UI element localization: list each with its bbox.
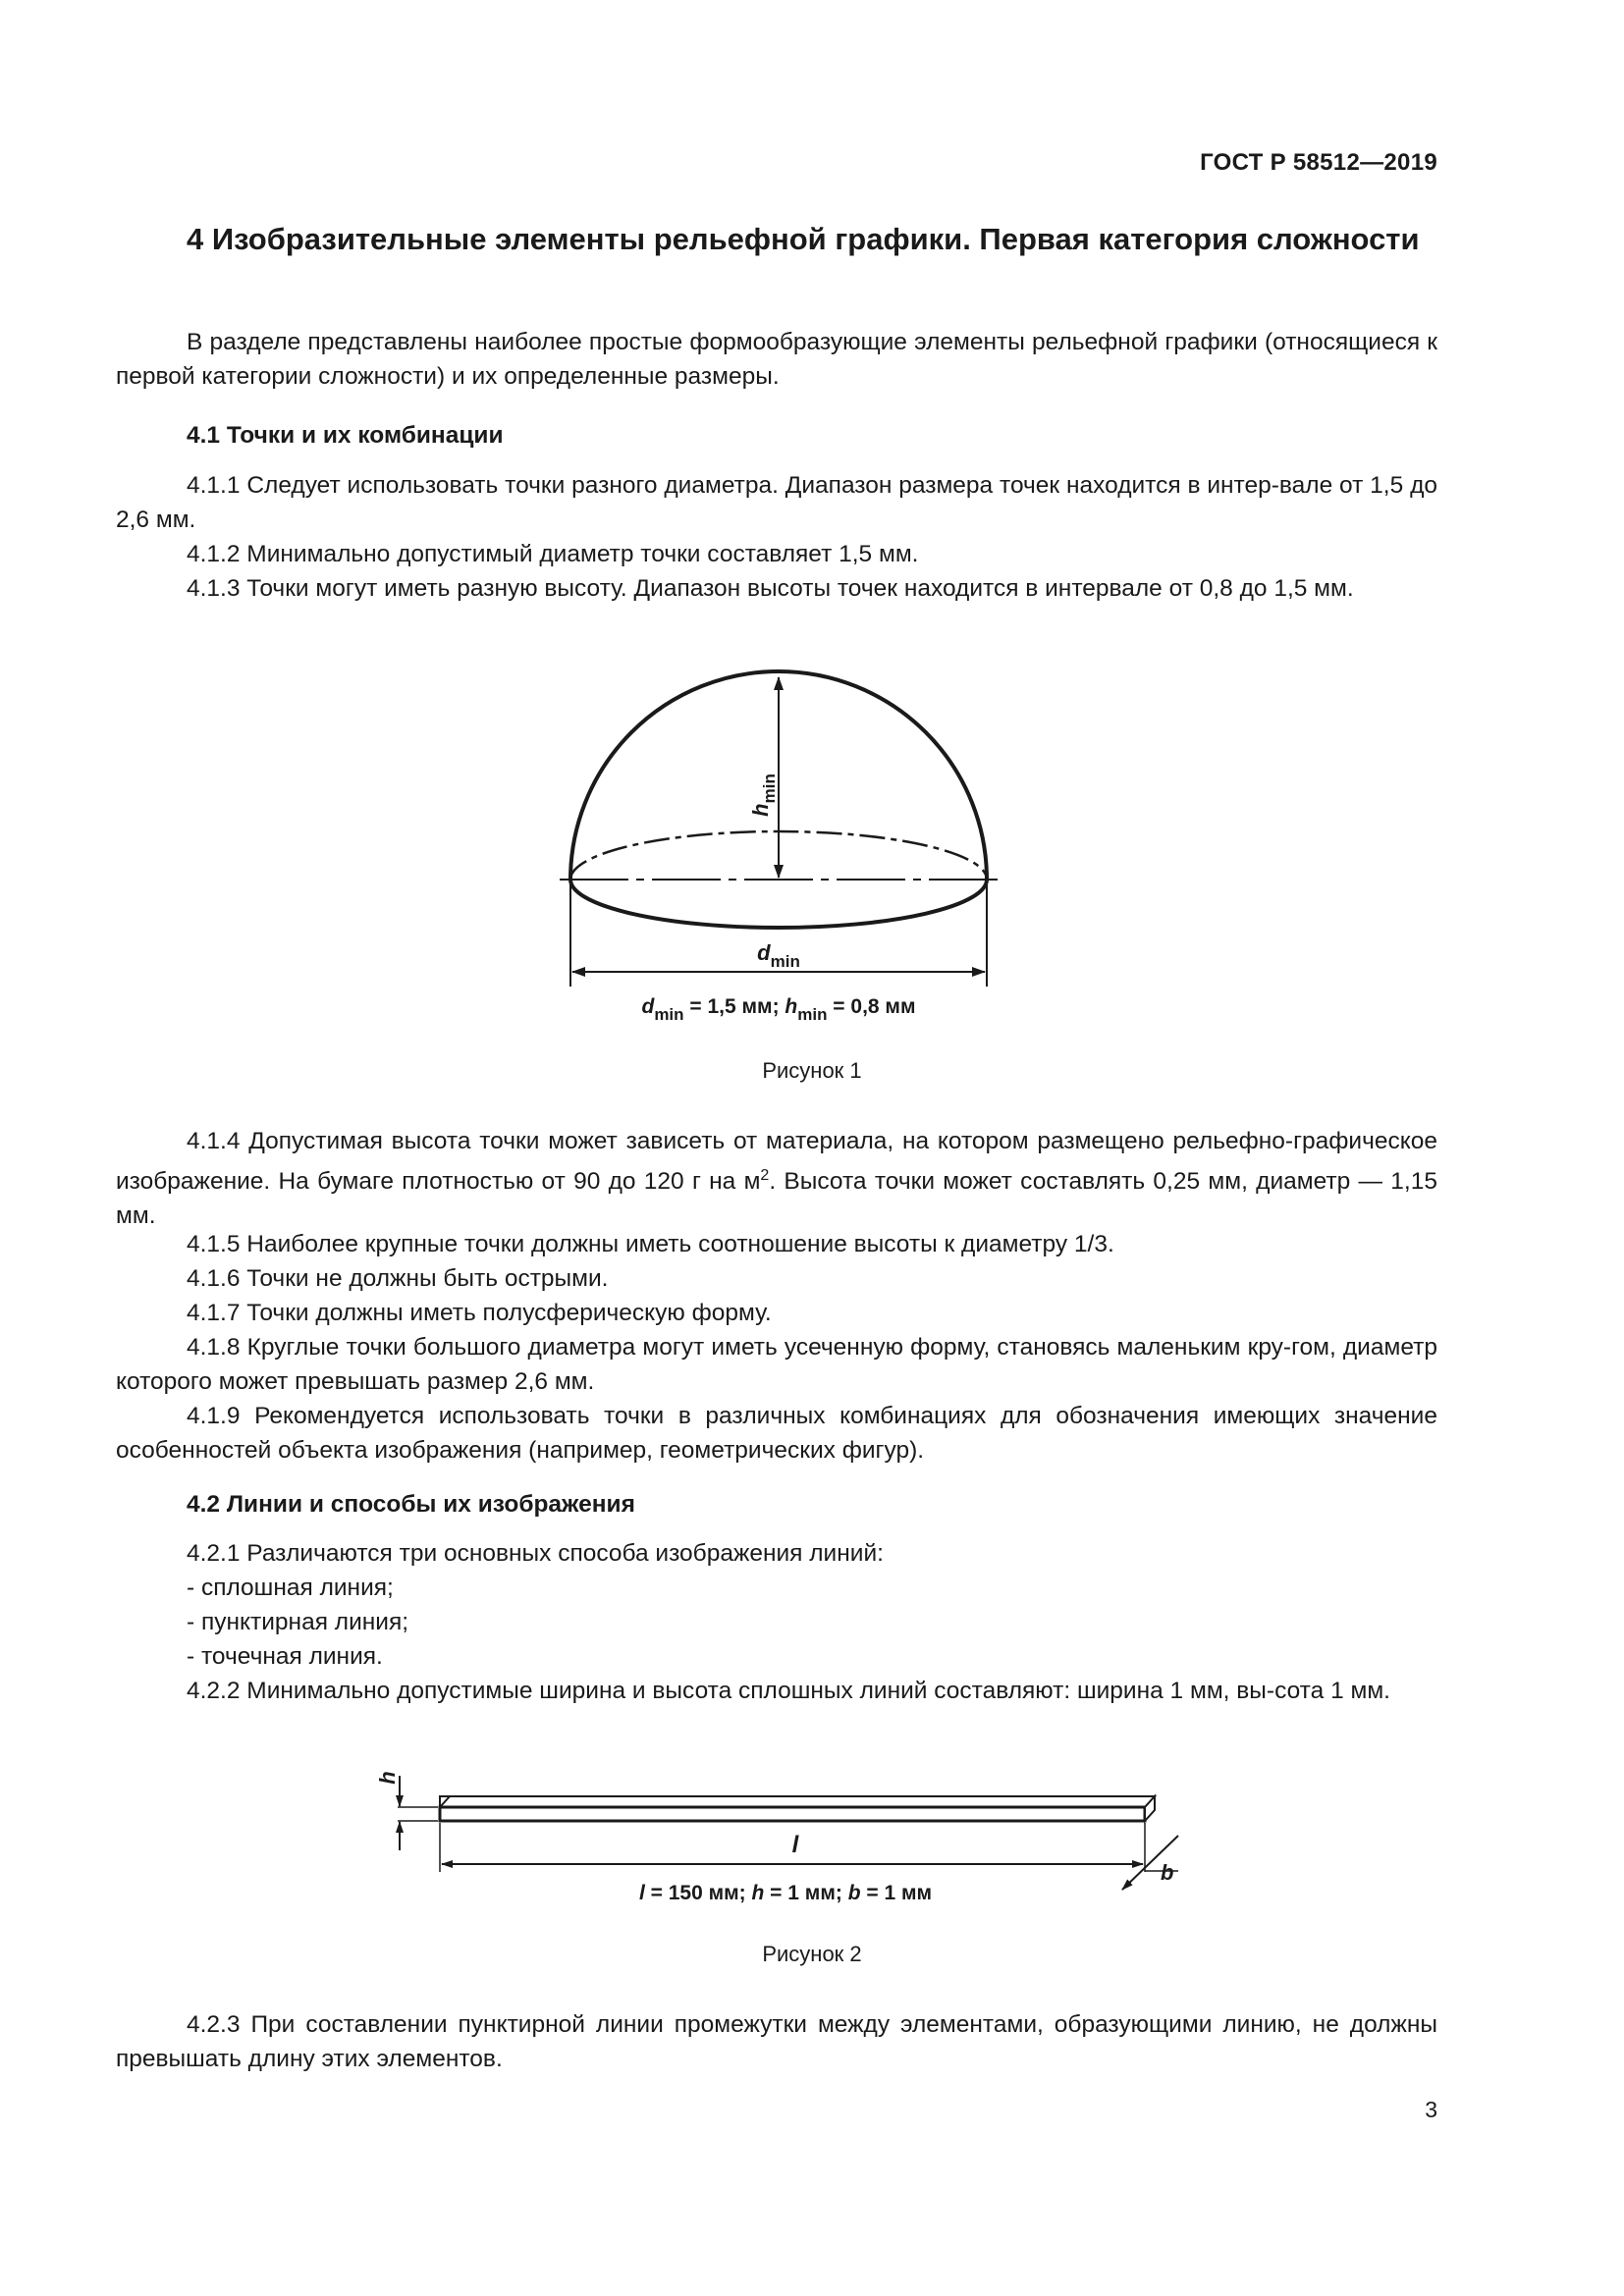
paragraph-4-2-2: 4.2.2 Минимально допустимые ширина и высота сплошных линий составляют: ширина 1 мм, вы-сота 1 мм. <box>187 1678 1390 1704</box>
list-item-solid-line: - сплошная линия; <box>187 1575 394 1601</box>
page-number: 3 <box>1425 2097 1437 2122</box>
figure-1-dot-diagram <box>0 648 1624 1041</box>
diameter-label: $d_{min}$ <box>757 940 800 971</box>
list-item-dashed-line: - пунктирная линия; <box>187 1609 409 1635</box>
paragraph-4-1-4: 4.1.4 Допустимая высота точки может зависеть от материала, на котором размещено рельефно-графическое изображение. На бумаге плотностью от 90 до 120 г на $м^2$. Высота точки может составлять 0,25 мм, диаметр — 1,15 мм. <box>116 1128 1437 1230</box>
paragraph-4-2-3: 4.2.3 При составлении пунктирной линии промежутки между элементами, образующими линию, не должны превышать длину этих элементов. <box>116 2011 1437 2072</box>
figure-2-formula: l = 150 мм; h = 1 мм; b = 1 мм <box>638 1882 933 1904</box>
document-header: ГОСТ Р 58512—2019 <box>1200 149 1437 176</box>
figure-2-caption: Рисунок 2 <box>762 1942 862 1966</box>
bar-front-face <box>440 1807 1145 1821</box>
subsection-4-1-title: 4.1 Точки и их комбинации <box>187 422 504 449</box>
length-label: l <box>791 1832 799 1858</box>
bar-top-face <box>440 1796 1155 1807</box>
paragraph-4-2-1: 4.2.1 Различаются три основных способа изображения линий: <box>187 1540 884 1567</box>
figure-1-caption: Рисунок 1 <box>762 1058 862 1083</box>
paragraph-4-1-5: 4.1.5 Наиболее крупные точки должны иметь соотношение высоты к диаметру 1/3. <box>187 1231 1114 1257</box>
subsection-4-2-title: 4.2 Линии и способы их изображения <box>187 1491 635 1518</box>
list-item-dotted-line: - точечная линия. <box>187 1643 383 1670</box>
paragraph-4-1-9: 4.1.9 Рекомендуется использовать точки в различных комбинациях для обозначения имеющих значение особенностей объекта изображения (например, геометрических фигур). <box>116 1403 1437 1464</box>
paragraph-4-1-6: 4.1.6 Точки не должны быть острыми. <box>187 1265 609 1292</box>
figure-1-formula: $d_{min} = 1,5$ мм; $h_{min} = 0,8$ мм <box>641 995 916 1024</box>
paragraph-4-1-8: 4.1.8 Круглые точки большого диаметра могут иметь усеченную форму, становясь маленьким кру-гом, диаметр которого может превышать размер 2,6 мм. <box>116 1334 1437 1395</box>
paragraph-4-1-1: 4.1.1 Следует использовать точки разного диаметра. Диапазон размера точек находится в интер-вале от 1,5 до 2,6 мм. <box>116 472 1437 533</box>
height-label: h <box>375 1771 400 1785</box>
paragraph-4-1-3: 4.1.3 Точки могут иметь разную высоту. Диапазон высоты точек находится в интервале от 0,8 до 1,5 мм. <box>187 575 1354 602</box>
width-label: b <box>1161 1860 1174 1885</box>
paragraph-4-1-7: 4.1.7 Точки должны иметь полусферическую форму. <box>187 1300 772 1326</box>
section-4-title: 4 Изобразительные элементы рельефной графики. Первая категория сложности <box>187 222 1420 256</box>
figure-2-line-diagram <box>0 1752 1624 1919</box>
height-label: $h_{min}$ <box>748 774 779 817</box>
section-4-intro: В разделе представлены наиболее простые формообразующие элементы рельефной графики (относящиеся к первой категории сложности) и их определенные размеры. <box>116 329 1437 390</box>
base-ellipse-front <box>570 880 987 928</box>
paragraph-4-1-2: 4.1.2 Минимально допустимый диаметр точки составляет 1,5 мм. <box>187 541 919 567</box>
